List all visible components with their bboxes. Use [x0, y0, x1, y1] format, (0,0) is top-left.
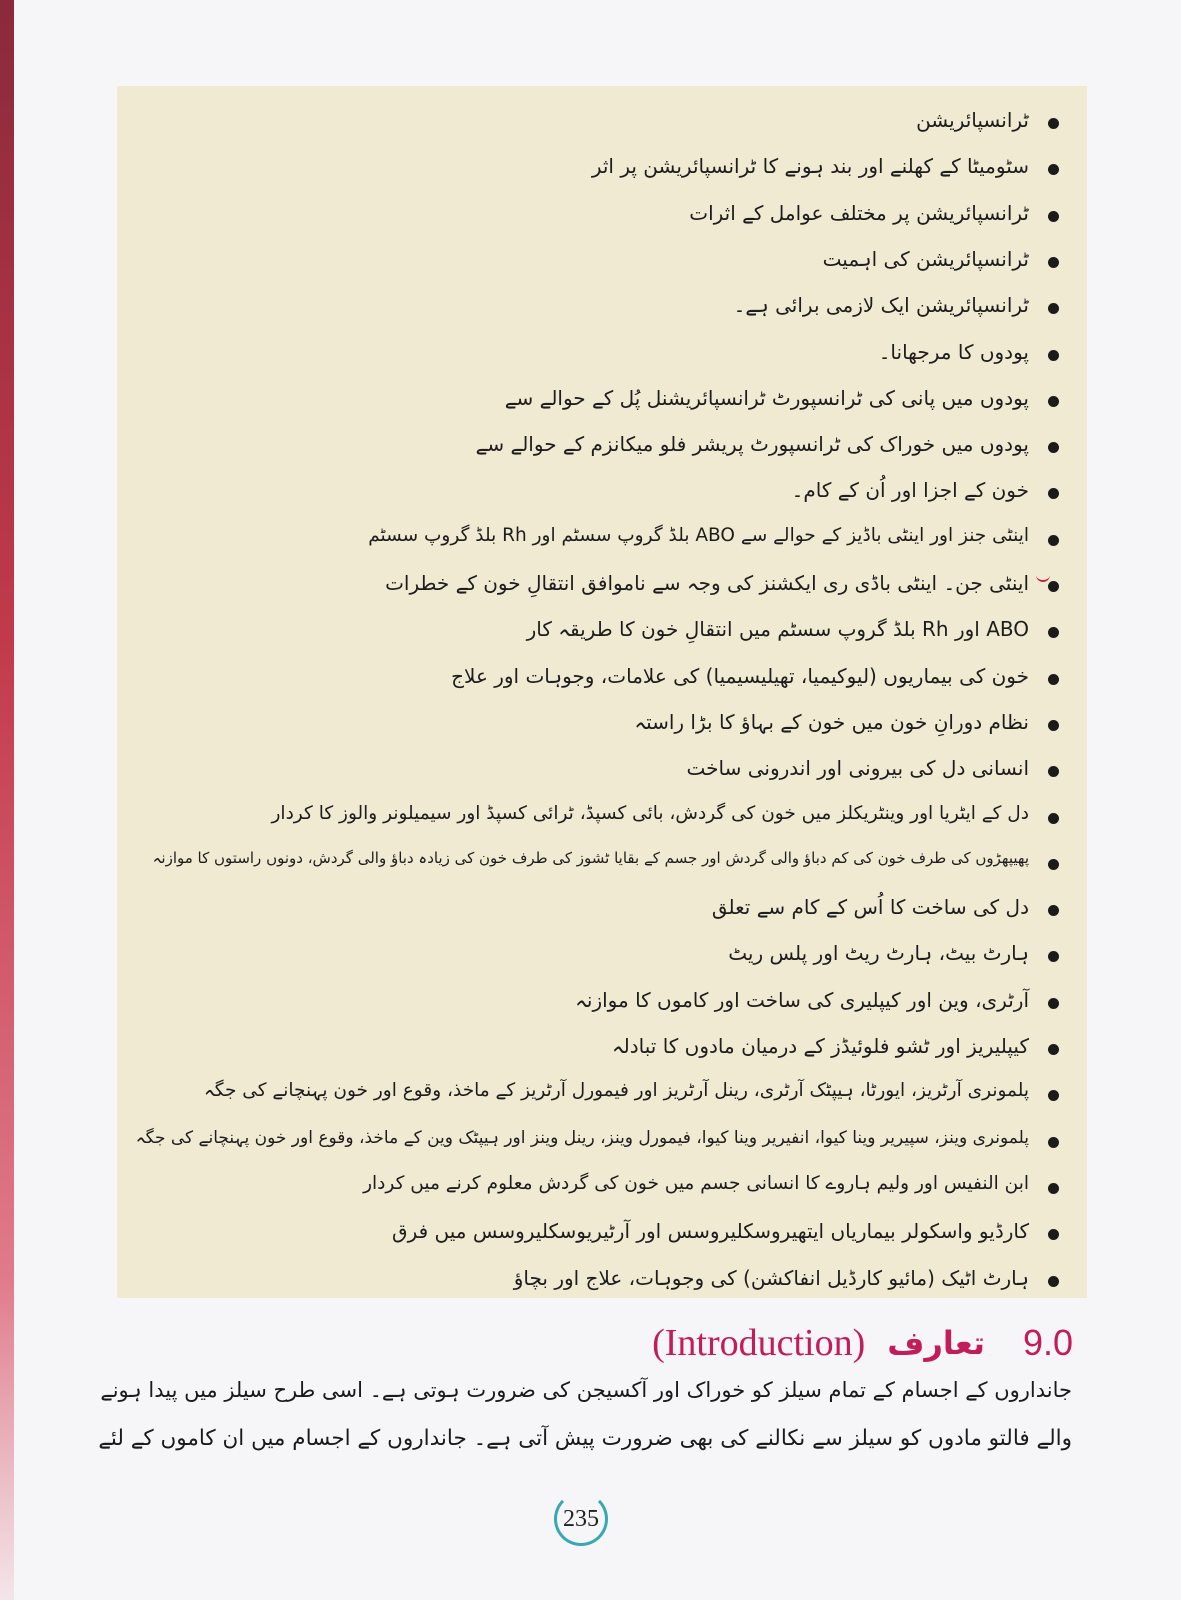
learning-outcome-text: پودوں میں خوراک کی ٹرانسپورٹ پریشر فلو میکانزم کے حوالے سے — [475, 432, 1029, 457]
learning-outcome-text: خون کے اجزا اور اُن کے کام۔ — [791, 478, 1029, 503]
learning-outcome-item — [119, 1123, 1059, 1163]
section-title-english: (Introduction) — [652, 1322, 866, 1364]
learning-outcome-text: انسانی دل کی بیرونی اور اندرونی ساخت — [686, 756, 1029, 781]
learning-outcome-item — [119, 984, 1059, 1024]
learning-outcome-item — [119, 1169, 1059, 1209]
bullet-icon — [1048, 905, 1059, 916]
bullet-icon — [1048, 257, 1059, 268]
intro-paragraph-line-1: جانداروں کے اجسام کے تمام سیلز کو خوراک اور آکسیجن کی ضرورت ہوتی ہے۔ اسی طرح سیلز میں پیدا ہونے — [100, 1378, 1072, 1402]
page-number: 235 — [554, 1492, 608, 1546]
learning-outcome-text: دل کے ایٹریا اور وینٹریکلز میں خون کی گردش، بائی کسپڈ، ٹرائی کسپڈ اور سیمیلونر والوز کا کردار — [271, 802, 1029, 824]
learning-outcome-text: خون کی بیماریوں (لیوکیمیا، تھیلیسیمیا) کی علامات، وجوہات اور علاج — [451, 663, 1029, 688]
bullet-icon — [1048, 1044, 1059, 1055]
learning-outcome-item — [119, 1262, 1059, 1302]
learning-outcome-text: نظام دورانِ خون میں خون کے بہاؤ کا بڑا راستہ — [634, 709, 1029, 734]
learning-outcome-text: پودوں میں پانی کی ٹرانسپورٹ ٹرانسپائریشنل پُل کے حوالے سے — [504, 385, 1029, 410]
learning-outcome-text: ہارٹ بیٹ، ہارٹ ریٹ اور پلس ریٹ — [728, 941, 1029, 966]
bullet-icon — [1048, 1090, 1059, 1101]
textbook-page — [14, 0, 1181, 1600]
bullet-icon — [1048, 118, 1059, 129]
bullet-icon — [1048, 303, 1059, 314]
learning-outcome-item — [119, 799, 1059, 839]
bullet-icon — [1048, 998, 1059, 1009]
bullet-icon — [1048, 396, 1059, 407]
learning-outcome-text: آرٹری، وین اور کیپلیری کی ساخت اور کاموں کا موازنہ — [575, 987, 1029, 1012]
bullet-icon — [1048, 535, 1059, 546]
learning-outcome-text: دل کی ساخت کا اُس کے کام سے تعلق — [711, 895, 1029, 920]
learning-outcome-item — [119, 567, 1059, 607]
learning-outcome-text: پلمونری آرٹریز، ایورٹا، ہیپٹک آرٹری، رینل آرٹریز اور فیمورل آرٹریز کے ماخذ، وقوع اور خون پہنچانے کی جگہ — [203, 1080, 1029, 1102]
learning-outcome-text: کارڈیو واسکولر بیماریاں ایتھیروسکلیروسس اور آرٹیریوسکلیروسس میں فرق — [392, 1219, 1029, 1244]
learning-outcome-text: پودوں کا مرجھانا۔ — [878, 339, 1029, 364]
learning-outcome-text: پھیپھڑوں کی طرف خون کی کم دباؤ والی گردش اور جسم کے بقایا ٹشوز کی طرف خون کی زیادہ دباؤ والی گردش، دونوں راستوں کا موازنہ — [152, 848, 1029, 867]
learning-outcome-item — [119, 1215, 1059, 1255]
section-title-urdu: تعارف — [887, 1324, 985, 1362]
bullet-icon — [1048, 488, 1059, 499]
learning-outcome-item — [119, 845, 1059, 885]
bullet-icon — [1048, 581, 1059, 592]
learning-outcome-item — [119, 336, 1059, 376]
learning-outcome-item — [119, 660, 1059, 700]
learning-outcome-item — [119, 613, 1059, 653]
learning-outcome-text: ابن النفیس اور ولیم ہاروے کا انسانی جسم میں خون کی گردش معلوم کرنے میں کردار — [363, 1172, 1029, 1194]
learning-outcome-text: اینٹی جن۔ اینٹی باڈی ری ایکشنز کی وجہ سے ناموافق انتقالِ خون کے خطرات — [385, 571, 1029, 595]
bullet-icon — [1048, 1183, 1059, 1194]
learning-outcome-text: ABO اور Rh بلڈ گروپ سسٹم میں انتقالِ خون کا طریقہ کار — [526, 617, 1029, 642]
learning-outcome-item — [119, 1030, 1059, 1070]
page-edge — [0, 0, 14, 1600]
learning-outcome-item — [119, 752, 1059, 792]
learning-outcome-item — [119, 521, 1059, 561]
learning-outcome-item — [119, 104, 1059, 144]
section-number: 9.0 — [1022, 1322, 1073, 1363]
learning-outcome-text: ٹرانسپائریشن کی اہمیت — [822, 246, 1029, 271]
bullet-icon — [1048, 1137, 1059, 1148]
learning-outcome-item — [119, 197, 1059, 237]
learning-outcome-text: اینٹی جنز اور اینٹی باڈیز کے حوالے سے ABO بلڈ گروپ سسٹم اور Rh بلڈ گروپ سسٹم — [368, 524, 1029, 546]
bullet-icon — [1048, 164, 1059, 175]
learning-outcome-item — [119, 1076, 1059, 1116]
bullet-icon — [1048, 211, 1059, 222]
bullet-icon — [1048, 350, 1059, 361]
pen-mark — [1036, 566, 1050, 582]
bullet-icon — [1048, 1276, 1059, 1287]
learning-outcome-text: پلمونری وینز، سپیریر وینا کیوا، انفیریر وینا کیوا، فیمورل وینز، رینل وینز اور ہیپٹک وین کے ماخذ، وقوع اور خون پہنچانے کی جگہ — [135, 1127, 1029, 1148]
learning-outcome-item — [119, 706, 1059, 746]
intro-paragraph-line-2: والے فالتو مادوں کو سیلز سے نکالنے کی بھی ضرورت پیش آتی ہے۔ جانداروں کے اجسام میں ان کاموں کے لئے — [98, 1426, 1072, 1451]
learning-outcome-item — [119, 289, 1059, 329]
learning-outcome-item — [119, 243, 1059, 283]
bullet-icon — [1048, 720, 1059, 731]
learning-outcome-text: ٹرانسپائریشن ایک لازمی برائی ہے۔ — [733, 293, 1029, 318]
bullet-icon — [1048, 859, 1059, 870]
learning-outcome-item — [119, 428, 1059, 468]
learning-outcome-text: ہارٹ اٹیک (مائیو کارڈیل انفاکشن) کی وجوہات، علاج اور بچاؤ — [513, 1265, 1029, 1290]
learning-outcome-text: سٹومیٹا کے کھلنے اور بند ہونے کا ٹرانسپائریشن پر اثر — [591, 154, 1029, 179]
bullet-icon — [1048, 674, 1059, 685]
learning-outcome-item — [119, 891, 1059, 931]
learning-outcome-item — [119, 382, 1059, 422]
section-heading — [652, 1318, 1073, 1368]
learning-outcome-item — [119, 937, 1059, 977]
learning-outcome-text: کیپلیریز اور ٹشو فلوئیڈز کے درمیان مادوں کا تبادلہ — [611, 1034, 1029, 1058]
bullet-icon — [1048, 442, 1059, 453]
bullet-icon — [1048, 813, 1059, 824]
learning-outcome-item — [119, 150, 1059, 190]
bullet-icon — [1048, 951, 1059, 962]
learning-outcome-text: ٹرانسپائریشن پر مختلف عوامل کے اثرات — [689, 200, 1029, 225]
learning-outcomes-box — [117, 86, 1087, 1298]
learning-outcomes-list — [117, 86, 1087, 1298]
bullet-icon — [1048, 1229, 1059, 1240]
learning-outcome-item — [119, 474, 1059, 514]
bullet-icon — [1048, 766, 1059, 777]
bullet-icon — [1048, 627, 1059, 638]
learning-outcome-text: ٹرانسپائریشن — [916, 108, 1029, 132]
